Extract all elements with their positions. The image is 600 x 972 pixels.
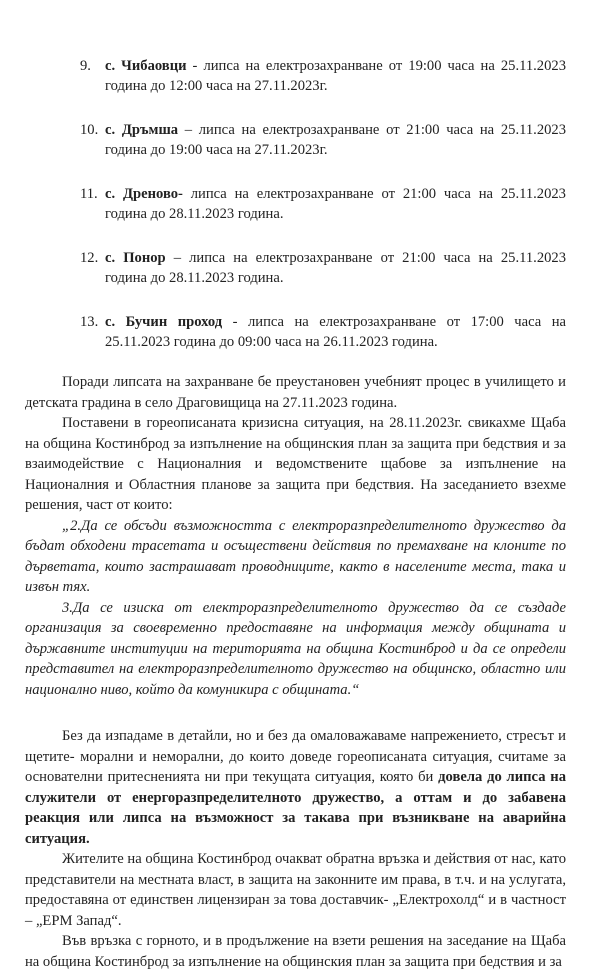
village-name: с. Бучин проход [105, 314, 223, 330]
quote-decision-3: 3.Да се изиска от електроразпределителното дружество да се създаде организация за своевременно предоставяне на информация между общината и държавните институции на територията на община Костинброд и да се определи представител на електроразпределителното дружество на общинско, областно или национално ниво, който да комуникира с общината.“ [25, 599, 566, 698]
concerns-text: Без да изпадаме в детайли, но и без да омаловажаваме напрежението, стресът и щетите- морални и неморални, до които доведе гореописаната ситуация, считаме за основателни притесненията ни при текущата ситуация, която би [25, 728, 566, 785]
list-number: 9. [80, 58, 91, 74]
village-name: с. Чибаовци [105, 58, 187, 74]
list-item [80, 120, 566, 160]
outage-list [80, 56, 566, 352]
outage-text: – липса на електрозахранване от 21:00 часа на 25.11.2023 година до 19:00 часа на 27.11.2023г. [105, 122, 567, 158]
outage-text: липса на електрозахранване от 21:00 часа на 25.11.2023 година до 28.11.2023 година. [105, 186, 566, 222]
outage-text: – липса на електрозахранване от 21:00 часа на 25.11.2023 година до 28.11.2023 година. [105, 250, 567, 286]
list-number: 11. [80, 186, 98, 202]
village-name: с. Дреново- [105, 186, 183, 202]
list-item [80, 184, 566, 224]
outage-text: - липса на електрозахранване от 19:00 часа на 25.11.2023 година до 12:00 часа на 27.11.2023г. [105, 58, 566, 94]
village-name: с. Понор [105, 250, 166, 266]
paragraph-school-closure: Поради липсата на захранване бе преустановен учебният процес в училището и детската градина в село Драговищица на 27.11.2023 година. [25, 374, 566, 411]
paragraph-continuation: Във връзка с горното, и в продължение на взети решения на заседание на Щаба на община Костинброд за изпълнение на общинския план за защита при бедствия и за [25, 933, 566, 970]
paragraph-residents: Жителите на община Костинброд очакват обратна връзка и действия от нас, като представители на местната власт, в защита на законните им права, в т.ч. и на услугата, предоставяна от единствен лицензиран за това доставчик- „Електрохолд“ и в частност – „ЕРМ Запад“. [25, 851, 566, 929]
list-number: 10. [80, 122, 99, 138]
quote-decision-2: „2.Да се обсъди възможността с електроразпределителното дружество да бъдат обходени трасетата и осъществени действия по премахване на клоните по дърветата, които застрашават проводниците, както в населените места, така и извън тях. [25, 517, 566, 595]
spacer [25, 700, 566, 726]
village-name: с. Дръмша [105, 122, 179, 138]
list-item [80, 312, 566, 352]
paragraph-crisis-staff: Поставени в гореописаната кризисна ситуация, на 28.11.2023г. свикахме Щаба на община Костинброд за изпълнение на общинския план за защита при бедствия и за взаимодействие с Националния и ведомствените щабове за изпълнение на Националния и Областния планове за защита при бедствия. На заседанието взехме решения, част от които: [25, 415, 566, 513]
list-item [80, 248, 566, 288]
outage-text: - липса на електрозахранване от 17:00 часа на 25.11.2023 година до 09:00 часа на 26.11.2023 година. [105, 314, 566, 350]
list-number: 12. [80, 250, 99, 266]
concerns-bold-text: довела до липса на служители от енергоразпределителното дружество, а оттам и до забавена реакция или липса на възможност за такава при възникване на аварийна ситуация. [25, 769, 566, 847]
list-item [80, 56, 566, 96]
list-number: 13. [80, 314, 99, 330]
paragraph-concerns [25, 726, 566, 849]
document-body [25, 372, 566, 972]
